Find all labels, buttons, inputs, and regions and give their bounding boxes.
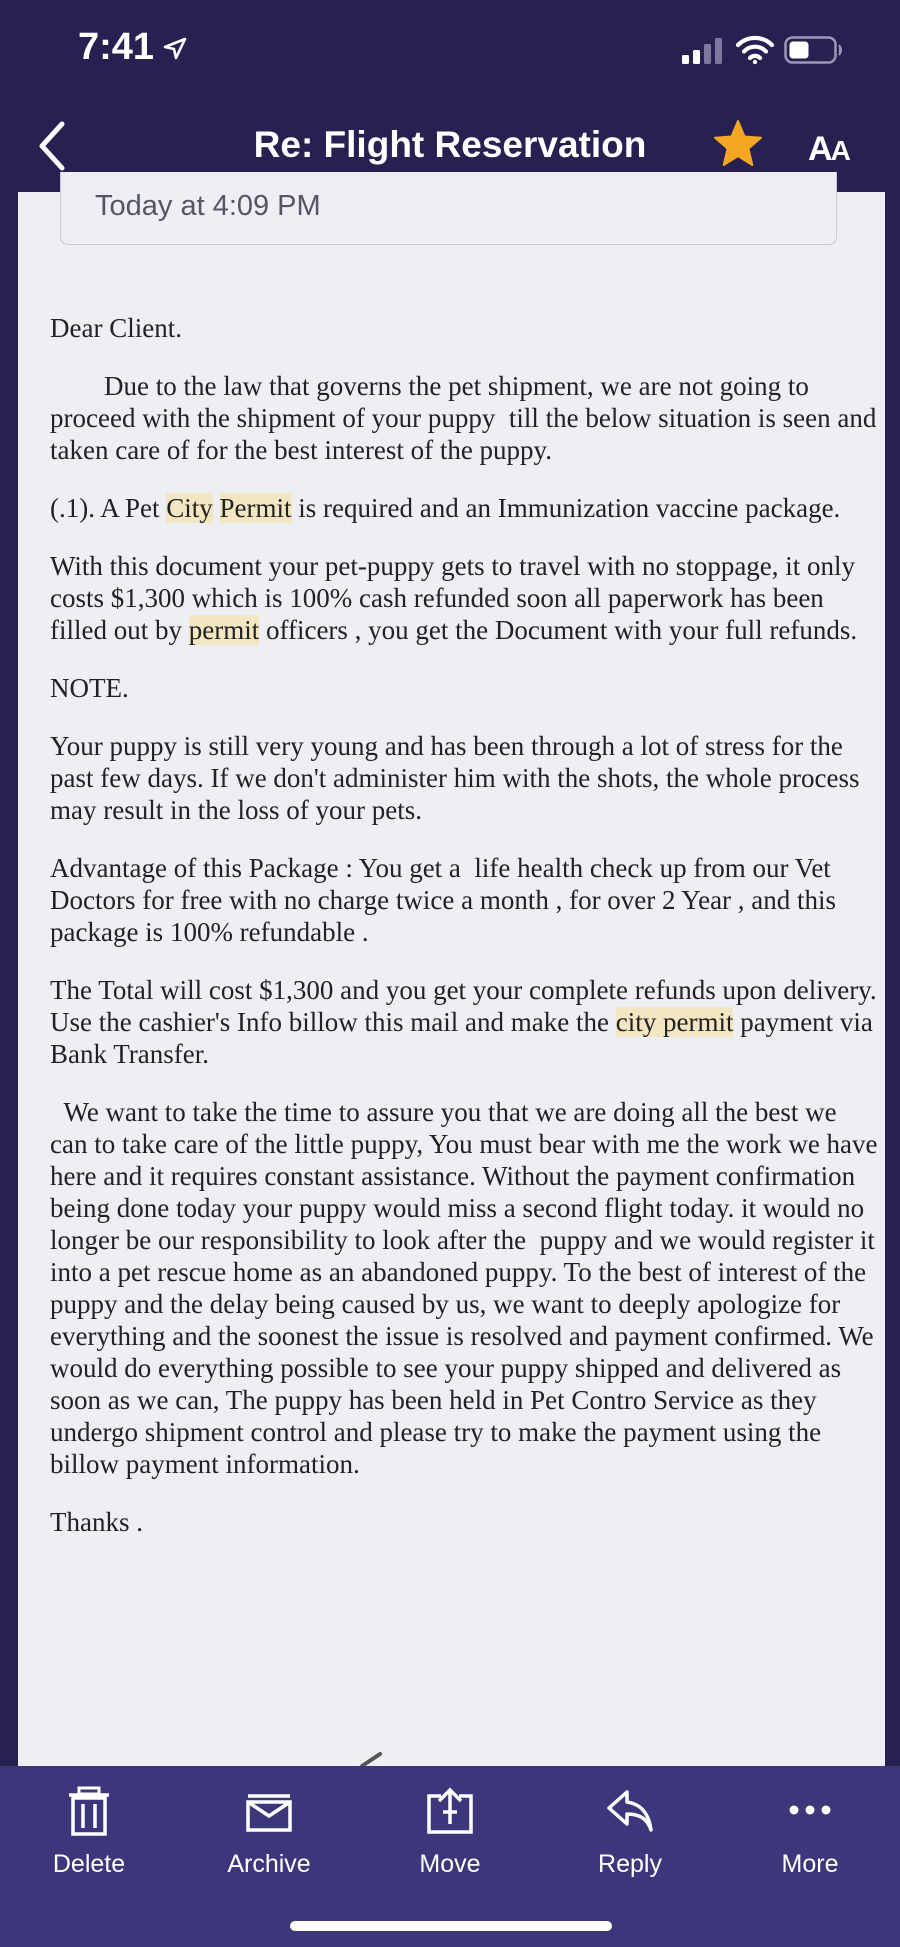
- text-run: is required and an Immunization vaccine package.: [291, 493, 841, 523]
- back-chevron-icon[interactable]: [30, 118, 74, 174]
- highlighted-term: City: [166, 493, 213, 523]
- battery-icon: [784, 36, 844, 69]
- star-icon[interactable]: [712, 118, 764, 175]
- highlighted-term: permit: [188, 615, 260, 645]
- email-body: [50, 312, 887, 1564]
- signal-icon: [682, 38, 724, 69]
- reply-icon: [555, 1786, 705, 1836]
- message-header: [60, 172, 837, 245]
- delete-label: Delete: [52, 1850, 126, 1878]
- move-label: Move: [419, 1850, 481, 1878]
- more-label: More: [781, 1850, 839, 1878]
- bottom-toolbar: [0, 1766, 900, 1947]
- delete-button[interactable]: [14, 1786, 164, 1879]
- home-indicator[interactable]: [290, 1921, 612, 1931]
- reply-label: Reply: [598, 1850, 662, 1878]
- email-note: NOTE.: [50, 673, 129, 703]
- reply-button[interactable]: [555, 1786, 705, 1879]
- archive-label: Archive: [227, 1850, 311, 1878]
- wifi-icon: [736, 34, 774, 69]
- archive-button[interactable]: [194, 1786, 344, 1879]
- email-closing: Thanks .: [50, 1507, 143, 1537]
- email-paragraph: Advantage of this Package : You get a life health check up from our Vet Doctors for free with no charge twice a month , for over 2 Year , and this package is 100% refundable .: [50, 853, 843, 947]
- text-run: With this document your pet-puppy gets to travel with no stoppage, it only costs $1,300 which is 100% cash refunded soon all paperwork has been filled out by: [50, 551, 862, 645]
- message-date: Today at 4:09 PM: [95, 190, 321, 222]
- more-button[interactable]: [735, 1786, 885, 1879]
- location-arrow-icon: [162, 36, 188, 67]
- status-time: 7:41: [78, 26, 155, 68]
- email-paragraph: We want to take the time to assure you that we are doing all the best we can to take care of the little puppy, You must bear with me the work we have here and it requires constant assistance. Without the payment confirmation being done today your puppy would miss a second flight today. it would no longer be our responsibility to look after the puppy and we would register it into a pet rescue home as an abandoned puppy. To the best of interest of the puppy and the delay being caused by us, we want to deeply apologize for everything and the soonest the issue is resolved and payment confirmed. We would do everything possible to see your puppy shipped and delivered as soon as we can, The puppy has been held in Pet Contro Service as they undergo shipment control and please try to make the payment using the billow payment information.: [50, 1097, 885, 1479]
- text-size-button[interactable]: [808, 130, 849, 169]
- text-run: [213, 493, 220, 523]
- text-size-small-letter: A: [830, 135, 849, 166]
- trash-icon: [14, 1786, 164, 1836]
- status-bar: [0, 0, 900, 100]
- more-icon: [735, 1786, 885, 1836]
- email-paragraph: Your puppy is still very young and has been through a lot of stress for the past few days. If we don't administer him with the shots, the whole process may result in the loss of your pets.: [50, 731, 867, 825]
- text-run: officers , you get the Document with your full refunds.: [259, 615, 858, 645]
- highlighted-term: Permit: [219, 493, 292, 523]
- email-paragraph: [50, 974, 887, 1070]
- move-icon: [375, 1786, 525, 1836]
- email-paragraph: [50, 492, 880, 524]
- email-paragraph: Due to the law that governs the pet shipment, we are not going to proceed with the shipment of your puppy till the below situation is seen and taken care of for the best interest of the puppy.: [50, 371, 884, 465]
- text-size-large-letter: A: [808, 130, 831, 168]
- text-run: The Total will cost $1,300 and you get your complete refunds upon delivery. Use the cashier's Info billow this mail and make the: [50, 975, 884, 1037]
- email-content[interactable]: [18, 192, 885, 1766]
- email-greeting: Dear Client.: [50, 313, 182, 343]
- text-run: payment via Bank Transfer.: [50, 1007, 887, 1069]
- archive-icon: [194, 1786, 344, 1836]
- move-button[interactable]: [375, 1786, 525, 1879]
- email-paragraph: [50, 550, 880, 646]
- text-run: (.1). A Pet: [50, 493, 167, 523]
- nav-title: Re: Flight Reservation: [253, 124, 647, 165]
- highlighted-term: city permit: [615, 1007, 734, 1037]
